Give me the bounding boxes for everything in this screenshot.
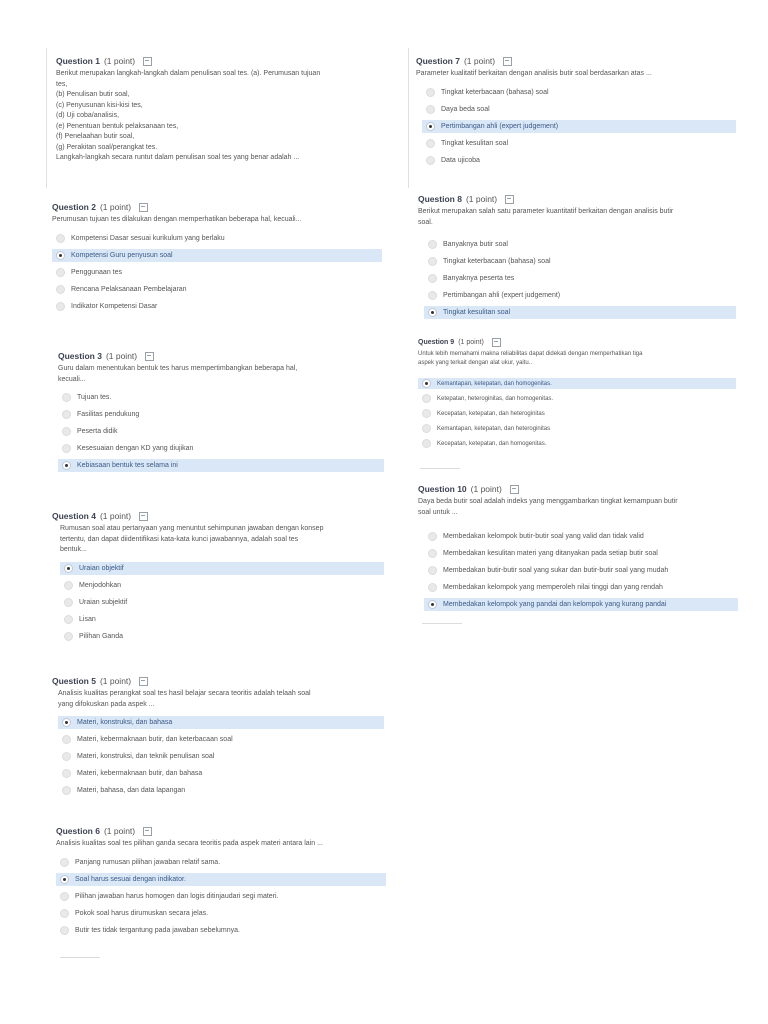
question-header [52,676,384,686]
prompt-line: Analisis kualitas soal tes pilihan ganda secara teoritis pada aspek materi antara lain ... [56,840,323,847]
option-label: Tingkat keterbacaan (bahasa) soal [441,88,549,96]
answer-option[interactable] [52,300,382,313]
question-title: Question 6 [56,826,100,836]
radio-button[interactable] [62,461,71,470]
radio-button[interactable] [426,139,435,148]
answer-option[interactable] [58,733,384,746]
radio-button[interactable] [64,632,73,641]
radio-button[interactable] [60,892,69,901]
radio-button[interactable] [64,564,73,573]
flag-icon[interactable] [139,512,148,521]
prompt-line: (g) Perakitan soal/perangkat tes. [56,143,158,151]
question-title: Question 9 [418,339,455,346]
option-label: Pertimbangan ahli (expert judgement) [443,292,561,299]
answer-option[interactable] [52,266,382,279]
prompt-line: (b) Penulisan butir soal, [56,91,130,98]
option-label: Banyaknya peserta tes [443,275,515,282]
answer-option[interactable] [418,408,736,419]
option-label: Fasilitas pendukung [77,411,140,418]
prompt-line: kecuali... [58,375,86,383]
answer-option[interactable] [424,255,736,268]
radio-button[interactable] [60,909,69,918]
question-points: (1 point) [99,202,132,212]
radio-button[interactable] [428,600,437,609]
radio-button[interactable] [422,439,431,448]
radio-button[interactable] [62,444,71,453]
prompt-line: (d) Uji coba/analisis, [56,112,120,119]
option-label: Tingkat keterbacaan (bahasa) soal [443,258,551,265]
flag-icon[interactable] [143,827,152,836]
option-label: Kemantapan, ketepatan, dan homogenitas. [437,380,552,387]
option-label: Uraian subjektif [79,598,128,606]
answer-option[interactable] [60,579,384,592]
radio-button[interactable] [426,156,435,165]
option-label: Banyaknya butir soal [443,241,508,248]
radio-button[interactable] [56,302,65,311]
option-label: Menjodohkan [79,581,122,589]
option-label: Materi, konstruksi, dan bahasa [77,719,173,726]
option-label: Materi, bahasa, dan data lapangan [77,787,186,794]
prompt-line: bentuk... [60,546,87,553]
radio-button[interactable] [60,858,69,867]
question-divider [60,957,100,958]
question-1 [56,56,386,170]
answer-option[interactable] [422,154,736,167]
question-title: Question 2 [52,202,96,212]
prompt-line: soal. [418,218,433,226]
option-label: Materi, konstruksi, dan teknik penulisan soal [77,753,215,760]
option-label: Kompetensi Dasar sesuai kurikulum yang berlaku [71,234,225,242]
radio-button[interactable] [428,583,437,592]
answer-option[interactable] [58,442,384,455]
option-label: Indikator Kompetensi Dasar [71,302,158,310]
option-label: Kemantapan, ketepatan, dan heteroginitas [437,425,551,432]
prompt-line: Rumusan soal atau pertanyaan yang menuntut sehimpunan jawaban dengan konsep [60,525,324,532]
question-10 [418,484,738,615]
option-label: Membedakan kelompok yang pandai dan kelompok yang kurang pandai [443,601,667,608]
radio-button[interactable] [62,786,71,795]
option-label: Membedakan butir-butir soal yang sukar dan butir-butir soal yang mudah [443,567,669,574]
answer-option[interactable] [58,784,384,797]
prompt-line: (f) Penelaahan butir soal, [56,133,135,140]
answer-option[interactable] [424,581,738,594]
question-title: Question 1 [56,56,100,66]
option-label: Membedakan kesulitan materi yang ditanyakan pada setiap butir soal [443,550,658,557]
answer-option-selected[interactable] [60,562,384,575]
answer-option-selected[interactable] [424,306,736,319]
question-header [416,56,736,66]
question-header [418,194,736,204]
answer-option[interactable] [58,767,384,780]
option-label: Pokok soal harus dirumuskan secara jelas. [75,909,209,917]
question-points: (1 point) [103,826,136,836]
prompt-line: Berikut merupakan langkah-langkah dalam penulisan soal tes. (a). Perumusan tujuan [56,70,321,77]
radio-button[interactable] [62,393,71,402]
question-3 [58,351,384,476]
q7-left-rule [408,48,409,188]
prompt-line: soal untuk ... [418,508,458,516]
question-points: (1 point) [105,351,138,361]
question-prompt [56,69,386,164]
question-header [52,511,384,521]
radio-button[interactable] [428,257,437,266]
radio-button[interactable] [62,427,71,436]
radio-button[interactable] [422,409,431,418]
radio-button[interactable] [56,285,65,294]
flag-icon[interactable] [139,677,148,686]
question-header [58,351,384,361]
question-2 [52,202,382,317]
radio-button[interactable] [56,268,65,277]
radio-button[interactable] [422,424,431,433]
flag-icon[interactable] [503,57,512,66]
answer-option[interactable] [58,408,384,421]
option-label: Materi, kebermaknaan butir, dan keterbacaan soal [77,736,233,743]
answer-option[interactable] [418,438,736,449]
radio-button[interactable] [62,735,71,744]
question-points: (1 point) [465,194,498,204]
question-prompt [418,350,736,368]
radio-button[interactable] [428,308,437,317]
option-label: Panjang rumusan pilihan jawaban relatif sama. [75,858,221,866]
radio-button[interactable] [56,234,65,243]
question-title: Question 5 [52,676,96,686]
option-label: Lisan [79,615,96,623]
question-title: Question 4 [52,511,96,521]
radio-button[interactable] [60,926,69,935]
option-label: Membedakan kelompok yang memperoleh nilai tinggi dan yang rendah [443,584,663,591]
answer-option-selected[interactable] [422,120,736,133]
question-header [56,826,386,836]
option-label: Ketepatan, heteroginitas, dan homogenitas. [437,395,554,402]
answer-option[interactable] [56,924,386,937]
q1-left-rule [46,48,47,188]
radio-button[interactable] [62,769,71,778]
question-6 [56,826,386,941]
answer-option[interactable] [424,238,736,251]
question-7 [416,56,736,171]
radio-button[interactable] [428,240,437,249]
answer-option[interactable] [424,547,738,560]
answer-option[interactable] [52,232,382,245]
question-prompt [416,69,736,80]
question-title: Question 3 [58,351,102,361]
prompt-line: Parameter kualitatif berkaitan dengan analisis butir soal berdasarkan atas ... [416,70,652,77]
prompt-line: Berikut merupakan salah satu parameter kuantitatif berkaitan dengan analisis butir [418,208,674,215]
answer-option[interactable] [58,391,384,404]
prompt-line: Langkah-langkah secara runtut dalam penulisan soal tes yang benar adalah ... [56,154,300,161]
radio-button[interactable] [60,875,69,884]
question-8 [418,194,736,323]
answer-option[interactable] [58,750,384,763]
flag-icon[interactable] [492,338,501,347]
question-prompt [418,497,738,518]
answer-option[interactable] [422,103,736,116]
question-points: (1 point) [99,511,132,521]
prompt-line: Analisis kualitas perangkat soal tes hasil belajar secara teoritis adalah telaah soal [58,690,311,697]
answer-option[interactable] [424,289,736,302]
question-title: Question 7 [416,56,460,66]
answer-option-selected[interactable] [418,378,736,389]
radio-button[interactable] [428,549,437,558]
answer-option-selected[interactable] [56,873,386,886]
option-label: Tujuan tes. [77,394,112,401]
flag-icon[interactable] [143,57,152,66]
question-prompt [52,215,382,226]
option-label: Kecepatan, ketepatan, dan heteroginitas [437,410,545,417]
option-label: Pilihan Ganda [79,632,123,640]
prompt-line: tes, [56,80,68,88]
answer-option-selected[interactable] [52,249,382,262]
answer-option[interactable] [418,393,736,404]
question-4 [52,511,384,647]
option-label: Materi, kebermaknaan butir, dan bahasa [77,770,203,777]
answer-option[interactable] [424,272,736,285]
flag-icon[interactable] [510,485,519,494]
flag-icon[interactable] [139,203,148,212]
radio-button[interactable] [428,566,437,575]
prompt-line: Daya beda butir soal adalah indeks yang menggambarkan tingkat kemampuan butir [418,498,678,505]
option-label: Tingkat kesulitan soal [443,309,511,316]
option-label: Soal harus sesuai dengan indikator. [75,875,186,883]
radio-button[interactable] [56,251,65,260]
answer-option-selected[interactable] [424,598,738,611]
question-points: (1 point) [458,339,484,346]
question-prompt [418,207,736,228]
option-label: Butir tes tidak tergantung pada jawaban sebelumnya. [75,926,240,934]
question-header [418,338,736,347]
prompt-line: Perumusan tujuan tes dilakukan dengan memperhatikan beberapa hal, kecuali... [52,216,302,223]
option-label: Membedakan kelompok butir-butir soal yang valid dan tidak valid [443,533,644,540]
radio-button[interactable] [426,88,435,97]
option-label: Peserta didik [77,428,118,435]
radio-button[interactable] [62,752,71,761]
question-header [418,484,738,494]
question-points: (1 point) [463,56,496,66]
radio-button[interactable] [428,274,437,283]
answer-option[interactable] [60,596,384,609]
radio-button[interactable] [64,598,73,607]
question-header [52,202,382,212]
option-label: Kompetensi Guru penyusun soal [71,251,173,259]
option-label: Kecepatan, ketepatan, dan homogenitas. [437,440,547,447]
option-label: Pilihan jawaban harus homogen dan logis ditinjaudari segi materi. [75,892,279,900]
option-label: Penggunaan tes [71,268,122,276]
prompt-line: (e) Penentuan bentuk pelaksanaan tes, [56,122,179,130]
question-title: Question 8 [418,194,462,204]
prompt-line: Untuk lebih memahami makna reliabilitas dapat didekati dengan memperhatikan tiga [418,351,643,357]
answer-option[interactable] [422,137,736,150]
radio-button[interactable] [62,718,71,727]
answer-option[interactable] [56,890,386,903]
answer-option[interactable] [56,907,386,920]
radio-button[interactable] [64,615,73,624]
prompt-line: tertentu, dan dapat diidentifikasi kata-kata kunci jawabannya, adalah soal tes [60,535,299,543]
option-label: Data ujicoba [441,156,480,164]
question-divider [420,468,460,469]
prompt-line: aspek yang terkait dengan alat ukur, yaitu.. [418,360,533,366]
answer-option[interactable] [58,425,384,438]
flag-icon[interactable] [505,195,514,204]
answer-option[interactable] [424,564,738,577]
radio-button[interactable] [422,379,431,388]
question-prompt [56,839,386,850]
prompt-line: (c) Penyusunan kisi-kisi tes, [56,101,143,109]
radio-button[interactable] [426,105,435,114]
question-prompt [58,364,384,385]
option-label: Uraian objektif [79,564,124,572]
radio-button[interactable] [428,291,437,300]
radio-button[interactable] [64,581,73,590]
radio-button[interactable] [426,122,435,131]
answer-option[interactable] [52,283,382,296]
answer-option[interactable] [422,86,736,99]
option-label: Pertimbangan ahli (expert judgement) [441,122,559,130]
question-points: (1 point) [470,484,502,494]
question-prompt [52,689,384,710]
radio-button[interactable] [62,410,71,419]
question-5 [52,676,384,801]
answer-option-selected[interactable] [58,459,384,472]
option-label: Rencana Pelaksanaan Pembelajaran [71,285,187,293]
question-prompt [52,524,384,556]
question-header [56,56,386,66]
answer-option[interactable] [424,530,738,543]
option-label: Tingkat kesulitan soal [441,139,509,147]
answer-option[interactable] [56,856,386,869]
question-title: Question 10 [418,484,467,494]
answer-option[interactable] [60,613,384,626]
flag-icon[interactable] [145,352,154,361]
option-label: Kebiasaan bentuk tes selama ini [77,462,178,469]
option-label: Kesesuaian dengan KD yang diujikan [77,445,194,452]
prompt-line: Guru dalam menentukan bentuk tes harus mempertimbangkan beberapa hal, [58,365,298,372]
radio-button[interactable] [428,532,437,541]
answer-option[interactable] [60,630,384,643]
question-points: (1 point) [99,676,132,686]
option-label: Daya beda soal [441,105,490,113]
question-9 [418,338,736,453]
question-points: (1 point) [103,56,136,66]
question-divider [422,623,462,624]
radio-button[interactable] [422,394,431,403]
answer-option[interactable] [418,423,736,434]
answer-option-selected[interactable] [58,716,384,729]
prompt-line: yang difokuskan pada aspek ... [58,700,155,708]
